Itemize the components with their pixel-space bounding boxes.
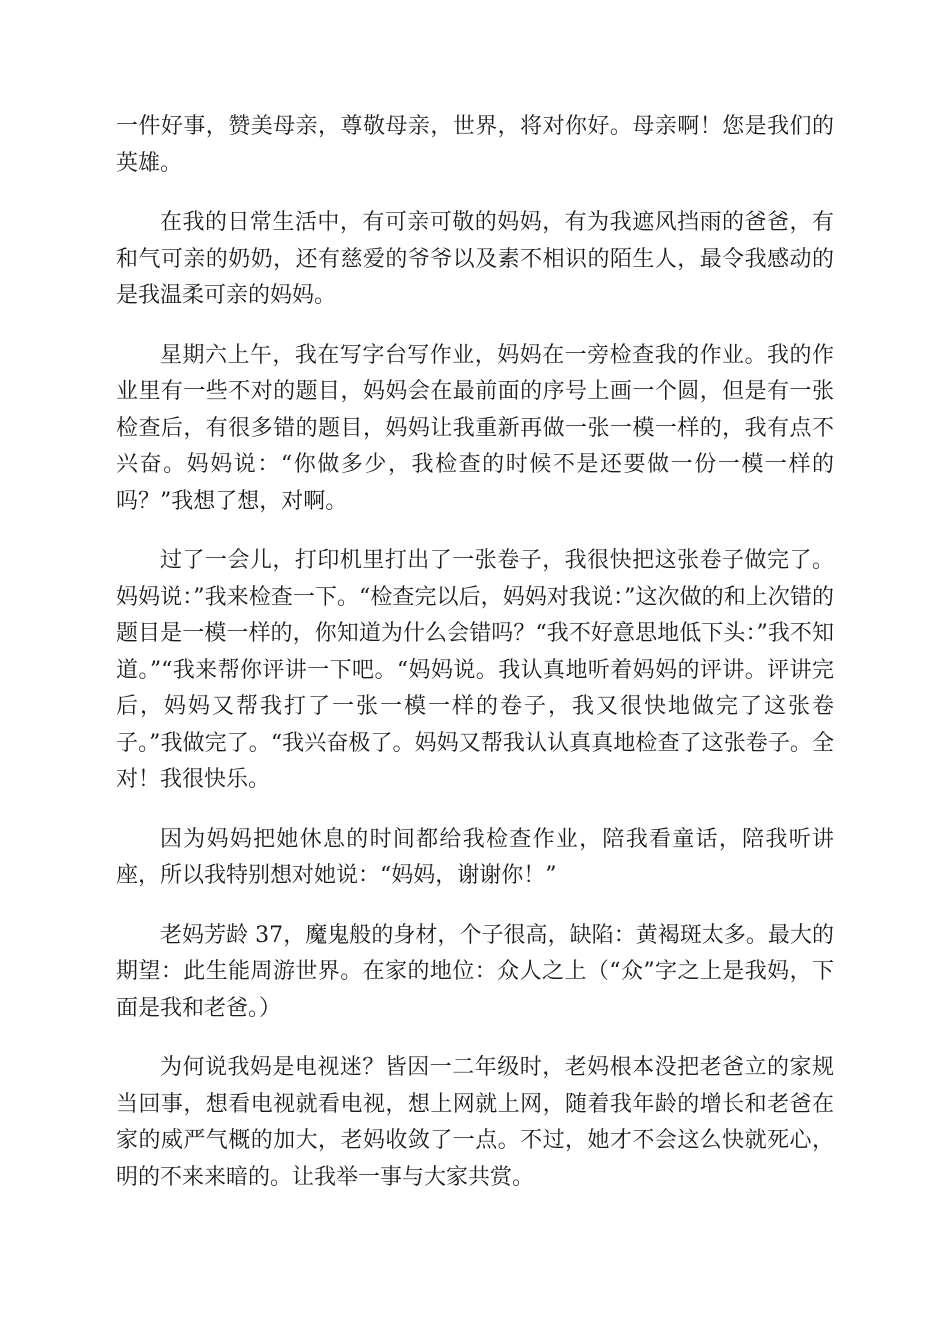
- paragraph-4: 过了一会儿，打印机里打出了一张卷子，我很快把这张卷子做完了。妈妈说：”我来检查一下。“检查完以后，妈妈对我说：”这次做的和上次错的题目是一模一样的，你知道为什么会错吗？“我不好意思地低下头：”我不知道。”“我来帮你评讲一下吧。“妈妈说。我认真地听着妈妈的评讲。评讲完后，妈妈又帮我打了一张一模一样的卷子，我又很快地做完了这张卷子。”我做完了。“我兴奋极了。妈妈又帮我认认真真地检查了这张卷子。全对！我很快乐。: [116, 548, 834, 792]
- paragraph-7: 为何说我妈是电视迷？皆因一二年级时，老妈根本没把老爸立的家规当回事，想看电视就看电视，想上网就上网，随着我年龄的增长和老爸在家的威严气概的加大，老妈收敛了一点。不过，她才不会这么快就死心，明的不来来暗的。让我举一事与大家共赏。: [116, 1055, 834, 1190]
- document-body: [116, 109, 834, 1219]
- paragraph-3: 星期六上午，我在写字台写作业，妈妈在一旁检查我的作业。我的作业里有一些不对的题目，妈妈会在最前面的序号上画一个圆，但是有一张检查后，有很多错的题目，妈妈让我重新再做一张一模一样的，我有点不兴奋。妈妈说：“你做多少，我检查的时候不是还要做一份一模一样的吗？”我想了想，对啊。: [116, 342, 834, 514]
- paragraph-1: 一件好事，赞美母亲，尊敬母亲，世界，将对你好。母亲啊！您是我们的英雄。: [116, 114, 834, 176]
- paragraph-2: 在我的日常生活中，有可亲可敬的妈妈，有为我遮风挡雨的爸爸，有和气可亲的奶奶，还有慈爱的爷爷以及素不相识的陌生人，最令我感动的是我温柔可亲的妈妈。: [116, 210, 834, 308]
- paragraph-6: 老妈芳龄 37，魔鬼般的身材，个子很高，缺陷：黄褐斑太多。最大的期望：此生能周游世界。在家的地位：众人之上（“众”字之上是我妈，下面是我和老爸。）: [116, 922, 834, 1021]
- paragraph-5: 因为妈妈把她休息的时间都给我检查作业，陪我看童话，陪我听讲座，所以我特别想对她说：“妈妈，谢谢你！”: [116, 826, 834, 888]
